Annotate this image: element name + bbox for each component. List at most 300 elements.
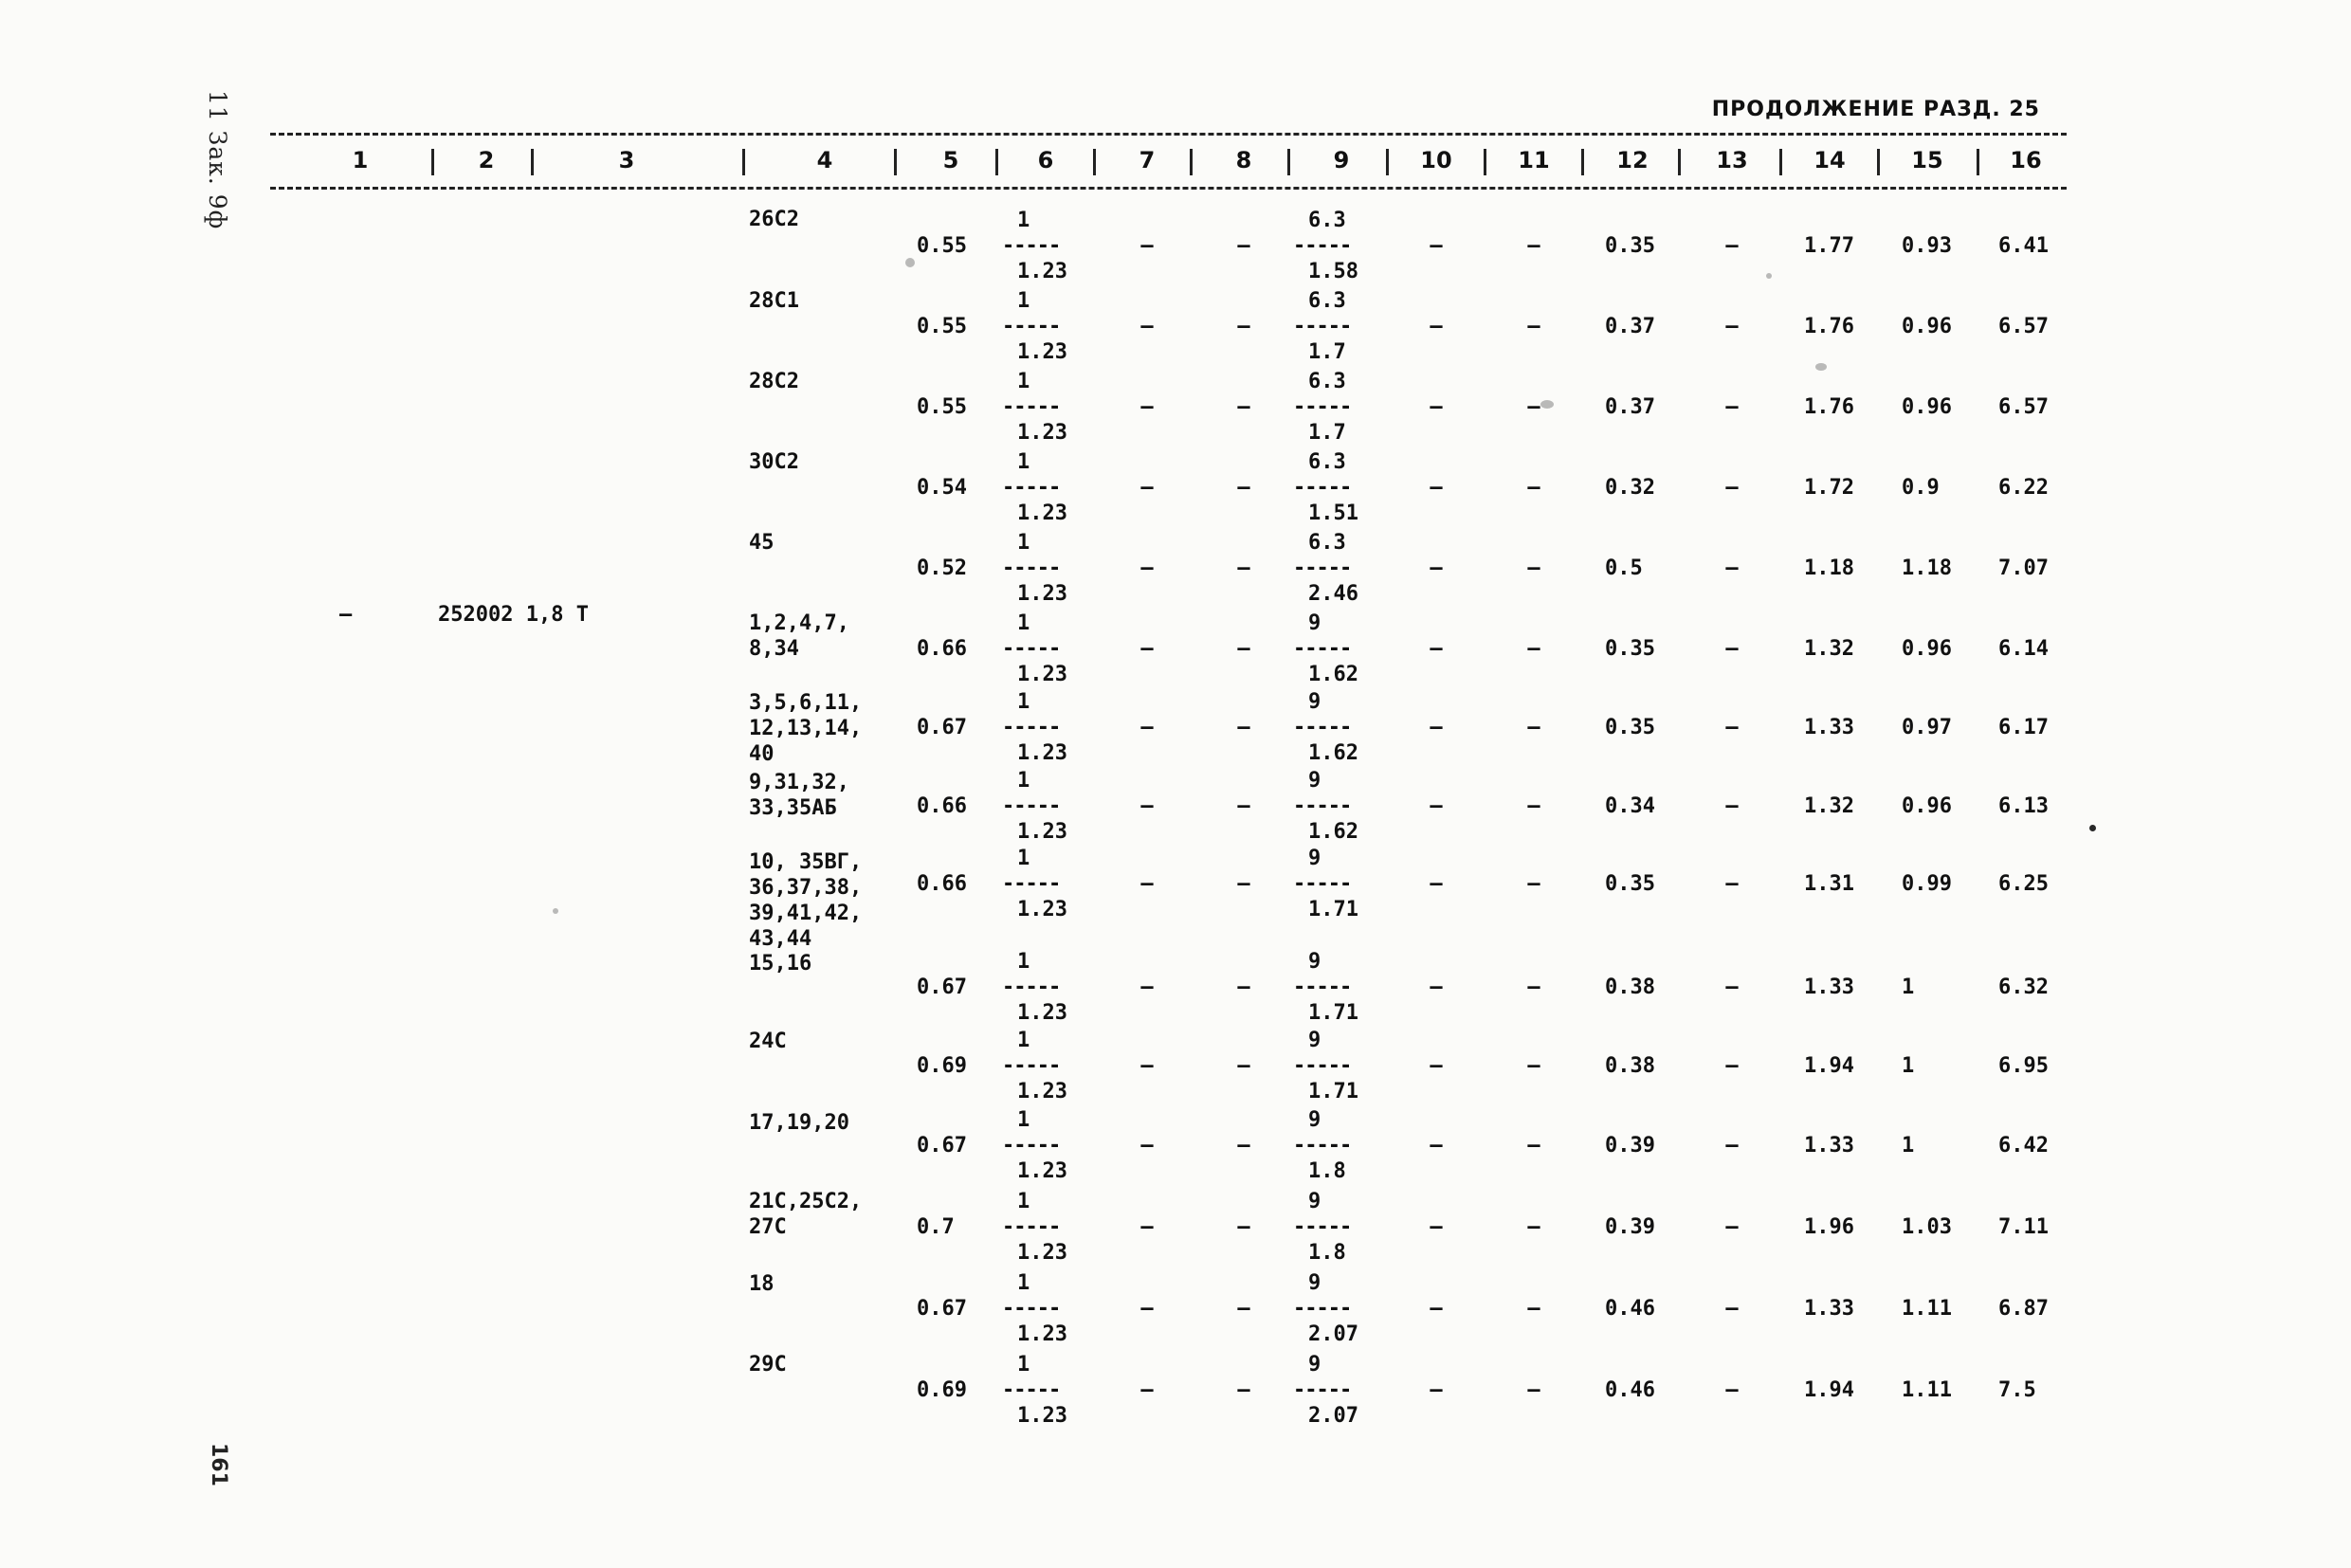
cell-col14: 1.72 [1804,476,1854,500]
fraction-bar: ----- [1002,315,1061,338]
cell-col9-numerator: 9 [1308,1108,1321,1132]
cell-col16: 6.14 [1998,637,2049,661]
column-header-1: 1 [352,147,369,173]
cell-col5: 0.69 [917,1054,967,1078]
cell-col5: 0.55 [917,315,967,338]
cell-col7: – [1140,234,1154,258]
cell-col5: 0.66 [917,637,967,661]
cell-col15: 0.97 [1902,716,1952,739]
fraction-bar: ----- [1002,1215,1061,1239]
cell-col9-denominator: 1.51 [1308,501,1358,525]
cell-col7: – [1140,476,1154,500]
cell-col6-denominator: 1.23 [1017,1159,1067,1183]
column-header-12: 12 [1616,147,1649,173]
cell-col12: 0.37 [1605,315,1655,338]
cell-col16: 6.22 [1998,476,2049,500]
cell-col9-numerator: 9 [1308,1190,1321,1213]
cell-col14: 1.33 [1804,1297,1854,1321]
cell-col7: – [1140,395,1154,419]
cell-col10: – [1430,556,1443,580]
fraction-bar: ----- [1293,1297,1352,1321]
cell-col8: – [1237,315,1250,338]
cell-col11: – [1527,1378,1540,1402]
cell-col13: – [1725,716,1739,739]
fraction-bar: ----- [1002,556,1061,580]
fraction-bar: ----- [1293,1378,1352,1402]
cell-col10: – [1430,234,1443,258]
cell-col13: – [1725,872,1739,896]
scan-speck [1815,363,1827,371]
column-separator [1977,149,1979,175]
column-header-7: 7 [1139,147,1156,173]
cell-col4-line: 18 [749,1272,775,1296]
cell-col6-numerator: 1 [1017,450,1030,474]
cell-col6-numerator: 1 [1017,1108,1030,1132]
cell-col12: 0.5 [1605,556,1643,580]
cell-col8: – [1237,794,1250,818]
cell-col7: – [1140,315,1154,338]
cell-col11: – [1527,872,1540,896]
cell-col9-denominator: 2.07 [1308,1322,1358,1346]
cell-col16: 6.57 [1998,315,2049,338]
scan-speck [2089,825,2096,831]
fraction-bar: ----- [1002,637,1061,661]
cell-col8: – [1237,716,1250,739]
cell-col15: 0.96 [1902,315,1952,338]
cell-col13: – [1725,1378,1739,1402]
cell-col6-denominator: 1.23 [1017,1241,1067,1265]
fraction-bar: ----- [1293,1215,1352,1239]
cell-col7: – [1140,556,1154,580]
column-separator [1386,149,1389,175]
cell-col13: – [1725,395,1739,419]
cell-col7: – [1140,716,1154,739]
cell-col4-line: 40 [749,742,775,766]
cell-col15: 0.96 [1902,637,1952,661]
cell-col14: 1.32 [1804,794,1854,818]
cell-col12: 0.34 [1605,794,1655,818]
cell-col7: – [1140,637,1154,661]
fraction-bar: ----- [1002,794,1061,818]
cell-col6-numerator: 1 [1017,370,1030,393]
cell-col5: 0.66 [917,794,967,818]
cell-col6-denominator: 1.23 [1017,741,1067,765]
cell-col15: 0.93 [1902,234,1952,258]
cell-col4-line: 9,31,32, [749,771,849,794]
cell-col4-line: 30С2 [749,450,799,474]
cell-col5: 0.67 [917,716,967,739]
cell-col4-line: 29С [749,1353,787,1377]
cell-col12: 0.39 [1605,1215,1655,1239]
cell-col15: 0.99 [1902,872,1952,896]
cell-col4-line: 27С [749,1215,787,1239]
cell-col4-line: 12,13,14, [749,717,863,740]
cell-col11: – [1527,1054,1540,1078]
cell-col8: – [1237,1378,1250,1402]
cell-col16: 7.11 [1998,1215,2049,1239]
cell-col5: 0.55 [917,234,967,258]
cell-col9-numerator: 6.3 [1308,209,1346,232]
cell-col9-numerator: 9 [1308,1271,1321,1295]
cell-col16: 6.42 [1998,1134,2049,1158]
column-separator [742,149,745,175]
cell-col12: 0.32 [1605,476,1655,500]
page-number: 161 [207,1443,230,1486]
cell-col16: 6.57 [1998,395,2049,419]
fraction-bar: ----- [1002,1378,1061,1402]
cell-col12: 0.39 [1605,1134,1655,1158]
cell-col6-numerator: 1 [1017,611,1030,635]
fraction-bar: ----- [1293,1134,1352,1158]
cell-col15: 0.96 [1902,395,1952,419]
cell-col4-line: 8,34 [749,637,799,661]
cell-col10: – [1430,1297,1443,1321]
cell-col14: 1.96 [1804,1215,1854,1239]
cell-col6-denominator: 1.23 [1017,820,1067,844]
group-col1-dash: – [339,603,353,627]
cell-col13: – [1725,1054,1739,1078]
cell-col8: – [1237,1134,1250,1158]
cell-col11: – [1527,1297,1540,1321]
cell-col5: 0.67 [917,1297,967,1321]
scan-speck [1766,273,1772,279]
cell-col6-denominator: 1.23 [1017,1322,1067,1346]
cell-col8: – [1237,1297,1250,1321]
fraction-bar: ----- [1002,1297,1061,1321]
cell-col15: 1.11 [1902,1297,1952,1321]
cell-col10: – [1430,395,1443,419]
column-header-2: 2 [478,147,495,173]
cell-col7: – [1140,1054,1154,1078]
cell-col9-numerator: 9 [1308,769,1321,793]
cell-col11: – [1527,476,1540,500]
fraction-bar: ----- [1293,872,1352,896]
cell-col15: 0.9 [1902,476,1940,500]
cell-col4-line: 33,35АБ [749,796,837,820]
cell-col13: – [1725,1134,1739,1158]
fraction-bar: ----- [1002,872,1061,896]
column-header-row [270,147,2067,179]
cell-col4-line: 28С2 [749,370,799,393]
cell-col6-numerator: 1 [1017,531,1030,555]
cell-col8: – [1237,975,1250,999]
cell-col8: – [1237,1054,1250,1078]
cell-col10: – [1430,476,1443,500]
cell-col4-line: 17,19,20 [749,1111,849,1135]
cell-col13: – [1725,1215,1739,1239]
cell-col15: 1.03 [1902,1215,1952,1239]
column-separator [1678,149,1681,175]
cell-col6-numerator: 1 [1017,690,1030,714]
cell-col9-denominator: 1.71 [1308,1080,1358,1103]
cell-col9-denominator: 1.7 [1308,340,1346,364]
fraction-bar: ----- [1293,476,1352,500]
cell-col6-denominator: 1.23 [1017,340,1067,364]
cell-col4-line: 10, 35ВГ, [749,850,863,874]
cell-col6-denominator: 1.23 [1017,501,1067,525]
cell-col12: 0.38 [1605,975,1655,999]
fraction-bar: ----- [1293,716,1352,739]
cell-col10: – [1430,794,1443,818]
cell-col9-numerator: 9 [1308,1353,1321,1377]
column-header-15: 15 [1911,147,1943,173]
cell-col10: – [1430,716,1443,739]
column-separator [1190,149,1193,175]
column-header-6: 6 [1037,147,1054,173]
cell-col4-line: 45 [749,531,775,555]
fraction-bar: ----- [1002,395,1061,419]
cell-col9-numerator: 6.3 [1308,289,1346,313]
cell-col5: 0.69 [917,1378,967,1402]
cell-col15: 1.18 [1902,556,1952,580]
fraction-bar: ----- [1293,1054,1352,1078]
fraction-bar: ----- [1293,315,1352,338]
group-col2-code: 252002 1,8 Т [438,603,589,627]
fraction-bar: ----- [1293,975,1352,999]
column-header-3: 3 [618,147,635,173]
cell-col10: – [1430,975,1443,999]
cell-col10: – [1430,1134,1443,1158]
cell-col5: 0.55 [917,395,967,419]
cell-col7: – [1140,1215,1154,1239]
scan-speck [1540,400,1554,409]
cell-col13: – [1725,637,1739,661]
cell-col4-line: 43,44 [749,927,812,951]
column-header-16: 16 [2010,147,2042,173]
column-separator [1779,149,1782,175]
cell-col11: – [1527,395,1540,419]
cell-col6-numerator: 1 [1017,1029,1030,1052]
cell-col6-numerator: 1 [1017,950,1030,974]
cell-col4-line: 36,37,38, [749,876,863,900]
cell-col5: 0.52 [917,556,967,580]
cell-col11: – [1527,637,1540,661]
cell-col6-numerator: 1 [1017,1271,1030,1295]
cell-col5: 0.67 [917,1134,967,1158]
cell-col9-denominator: 1.8 [1308,1241,1346,1265]
cell-col16: 7.07 [1998,556,2049,580]
column-header-8: 8 [1235,147,1252,173]
cell-col9-numerator: 6.3 [1308,370,1346,393]
cell-col13: – [1725,476,1739,500]
cell-col6-denominator: 1.23 [1017,421,1067,445]
fraction-bar: ----- [1002,1054,1061,1078]
column-header-14: 14 [1813,147,1846,173]
cell-col5: 0.67 [917,975,967,999]
cell-col4-line: 1,2,4,7, [749,611,849,635]
cell-col12: 0.46 [1605,1297,1655,1321]
cell-col14: 1.76 [1804,395,1854,419]
cell-col6-numerator: 1 [1017,1190,1030,1213]
fraction-bar: ----- [1293,395,1352,419]
cell-col13: – [1725,794,1739,818]
column-separator [1581,149,1584,175]
cell-col14: 1.33 [1804,975,1854,999]
cell-col6-denominator: 1.23 [1017,663,1067,686]
cell-col9-numerator: 6.3 [1308,450,1346,474]
cell-col10: – [1430,872,1443,896]
fraction-bar: ----- [1293,637,1352,661]
column-header-5: 5 [942,147,959,173]
cell-col9-denominator: 2.46 [1308,582,1358,606]
cell-col9-denominator: 1.71 [1308,898,1358,921]
cell-col9-numerator: 6.3 [1308,531,1346,555]
column-header-4: 4 [816,147,833,173]
cell-col7: – [1140,1297,1154,1321]
column-separator [431,149,434,175]
cell-col10: – [1430,1054,1443,1078]
cell-col13: – [1725,1297,1739,1321]
cell-col6-numerator: 1 [1017,769,1030,793]
cell-col14: 1.94 [1804,1054,1854,1078]
cell-col5: 0.66 [917,872,967,896]
fraction-bar: ----- [1002,476,1061,500]
cell-col6-numerator: 1 [1017,209,1030,232]
cell-col6-denominator: 1.23 [1017,898,1067,921]
cell-col9-numerator: 9 [1308,611,1321,635]
cell-col10: – [1430,1378,1443,1402]
cell-col4-line: 26С2 [749,208,799,231]
cell-col4-line: 15,16 [749,952,812,975]
column-header-10: 10 [1420,147,1452,173]
column-header-11: 11 [1518,147,1550,173]
cell-col13: – [1725,975,1739,999]
cell-col13: – [1725,556,1739,580]
cell-col12: 0.37 [1605,395,1655,419]
scan-speck [905,258,915,267]
cell-col9-numerator: 9 [1308,1029,1321,1052]
cell-col16: 6.41 [1998,234,2049,258]
cell-col11: – [1527,556,1540,580]
cell-col9-denominator: 1.62 [1308,663,1358,686]
cell-col9-denominator: 2.07 [1308,1404,1358,1428]
cell-col11: – [1527,234,1540,258]
cell-col14: 1.77 [1804,234,1854,258]
cell-col6-denominator: 1.23 [1017,1001,1067,1025]
cell-col9-denominator: 1.58 [1308,260,1358,283]
cell-col8: – [1237,234,1250,258]
cell-col4-line: 21С,25С2, [749,1190,863,1213]
fraction-bar: ----- [1002,234,1061,258]
cell-col14: 1.94 [1804,1378,1854,1402]
cell-col11: – [1527,716,1540,739]
cell-col9-numerator: 9 [1308,950,1321,974]
cell-col14: 1.76 [1804,315,1854,338]
cell-col14: 1.18 [1804,556,1854,580]
cell-col16: 7.5 [1998,1378,2036,1402]
fraction-bar: ----- [1002,975,1061,999]
cell-col4-line: 28С1 [749,289,799,313]
cell-col6-denominator: 1.23 [1017,1404,1067,1428]
cell-col4-line: 3,5,6,11, [749,691,863,715]
column-separator [1287,149,1290,175]
header-top-rule [270,133,2067,136]
cell-col6-denominator: 1.23 [1017,1080,1067,1103]
cell-col16: 6.13 [1998,794,2049,818]
cell-col8: – [1237,395,1250,419]
cell-col16: 6.32 [1998,975,2049,999]
margin-note: 11 Зак. 9ф [204,90,231,230]
cell-col9-denominator: 1.62 [1308,820,1358,844]
cell-col9-denominator: 1.7 [1308,421,1346,445]
cell-col15: 1 [1902,975,1915,999]
cell-col9-denominator: 1.8 [1308,1159,1346,1183]
cell-col15: 1 [1902,1054,1915,1078]
cell-col11: – [1527,975,1540,999]
cell-col11: – [1527,794,1540,818]
cell-col7: – [1140,975,1154,999]
cell-col4-line: 39,41,42, [749,902,863,925]
cell-col8: – [1237,637,1250,661]
cell-col7: – [1140,872,1154,896]
continuation-label: ПРОДОЛЖЕНИЕ РАЗД. 25 [1711,98,2040,121]
fraction-bar: ----- [1002,716,1061,739]
cell-col7: – [1140,1378,1154,1402]
cell-col8: – [1237,1215,1250,1239]
column-header-9: 9 [1333,147,1350,173]
cell-col14: 1.33 [1804,1134,1854,1158]
cell-col16: 6.25 [1998,872,2049,896]
cell-col15: 1 [1902,1134,1915,1158]
cell-col8: – [1237,476,1250,500]
cell-col10: – [1430,1215,1443,1239]
cell-col11: – [1527,315,1540,338]
column-separator [894,149,897,175]
cell-col11: – [1527,1134,1540,1158]
scan-speck [553,908,558,914]
column-separator [1877,149,1880,175]
cell-col12: 0.35 [1605,716,1655,739]
column-header-13: 13 [1716,147,1748,173]
cell-col12: 0.35 [1605,637,1655,661]
column-separator [1093,149,1096,175]
column-separator [531,149,534,175]
fraction-bar: ----- [1293,556,1352,580]
cell-col6-denominator: 1.23 [1017,582,1067,606]
column-separator [1484,149,1486,175]
cell-col14: 1.32 [1804,637,1854,661]
column-separator [995,149,998,175]
fraction-bar: ----- [1293,234,1352,258]
cell-col5: 0.7 [917,1215,955,1239]
cell-col16: 6.95 [1998,1054,2049,1078]
cell-col15: 0.96 [1902,794,1952,818]
cell-col8: – [1237,556,1250,580]
cell-col4-line: 24С [749,1030,787,1053]
fraction-bar: ----- [1293,794,1352,818]
cell-col9-denominator: 1.62 [1308,741,1358,765]
cell-col13: – [1725,234,1739,258]
cell-col15: 1.11 [1902,1378,1952,1402]
cell-col6-numerator: 1 [1017,847,1030,870]
cell-col12: 0.38 [1605,1054,1655,1078]
cell-col13: – [1725,315,1739,338]
header-bottom-rule [270,187,2067,190]
cell-col12: 0.35 [1605,234,1655,258]
cell-col10: – [1430,315,1443,338]
cell-col6-numerator: 1 [1017,289,1030,313]
cell-col9-numerator: 9 [1308,690,1321,714]
cell-col14: 1.33 [1804,716,1854,739]
cell-col9-numerator: 9 [1308,847,1321,870]
cell-col12: 0.35 [1605,872,1655,896]
cell-col8: – [1237,872,1250,896]
cell-col5: 0.54 [917,476,967,500]
cell-col12: 0.46 [1605,1378,1655,1402]
cell-col16: 6.17 [1998,716,2049,739]
cell-col6-denominator: 1.23 [1017,260,1067,283]
cell-col10: – [1430,637,1443,661]
